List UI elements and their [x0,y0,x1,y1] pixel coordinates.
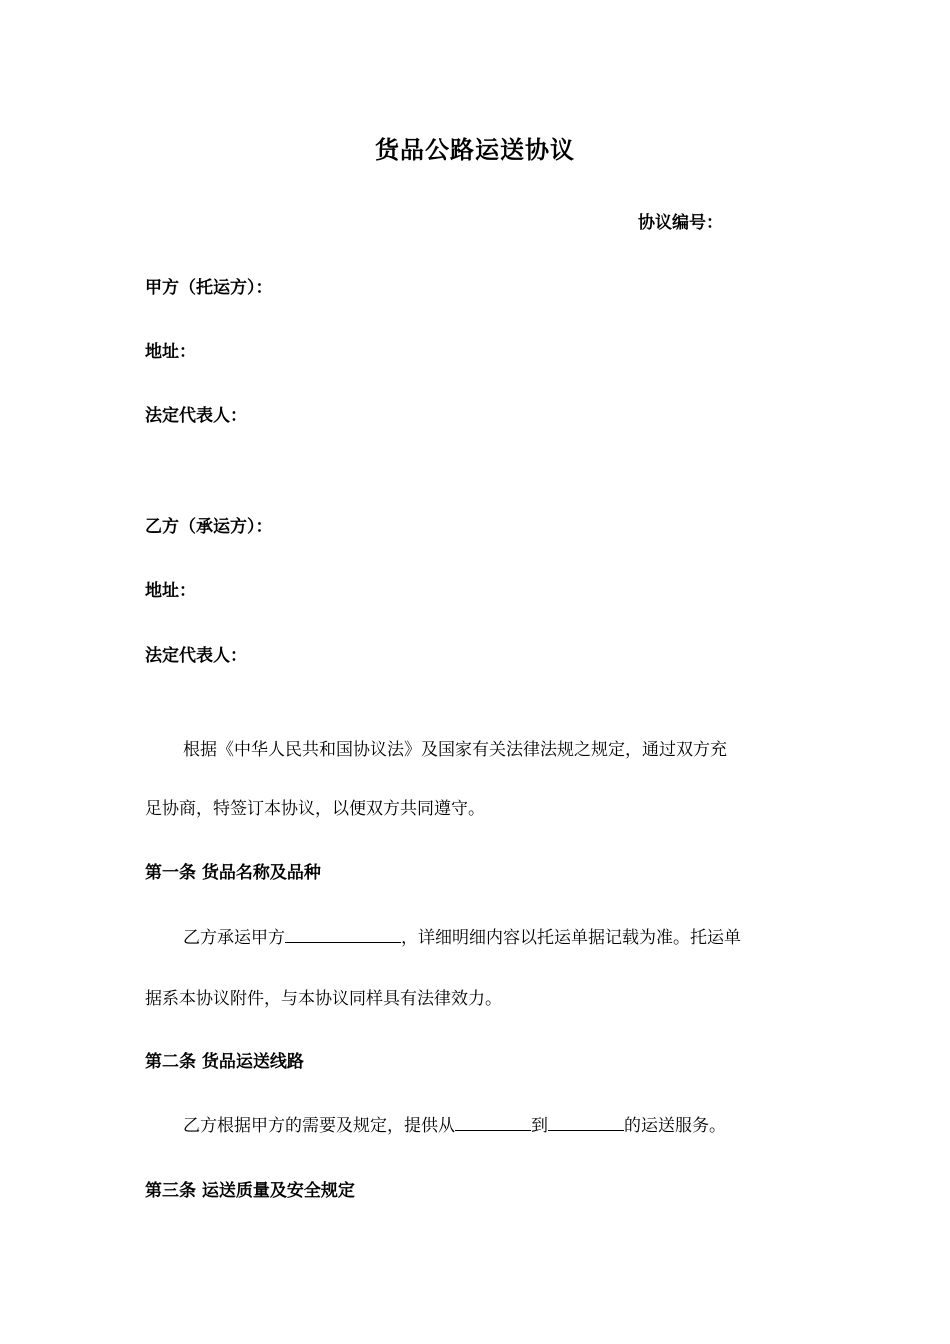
preamble-line-1: 根据《中华人民共和国协议法》及国家有关法律法规之规定，通过双方充 [183,740,727,760]
party-a-representative-label: 法定代表人： [145,406,247,426]
article-2-line-1 [183,1112,726,1140]
party-b-representative-label: 法定代表人： [145,646,247,666]
article-2-text-c: 的运送服务。 [624,1116,726,1136]
origin-blank [455,1112,531,1131]
article-1-text-a: 乙方承运甲方 [183,928,285,948]
contract-number-label: 协议编号： [638,213,723,233]
party-a-address-label: 地址： [145,342,196,362]
preamble-line-2: 足协商，特签订本协议，以便双方共同遵守。 [145,799,485,819]
article-2-heading: 第二条 货品运送线路 [145,1052,304,1072]
article-1-heading: 第一条 货品名称及品种 [145,863,321,883]
article-2-text-a: 乙方根据甲方的需要及规定，提供从 [183,1116,455,1136]
article-3-heading: 第三条 运送质量及安全规定 [145,1181,355,1201]
article-2-text-b: 到 [531,1116,548,1136]
party-b-label: 乙方（承运方）： [145,517,273,537]
article-1-line-1 [183,924,741,952]
party-b-address-label: 地址： [145,581,196,601]
party-a-label: 甲方（托运方）： [145,278,273,298]
goods-name-blank [285,924,401,943]
document-title: 货品公路运送协议 [375,135,575,164]
article-1-text-b: ，详细明细内容以托运单据记载为准。托运单 [401,928,741,948]
destination-blank [548,1112,624,1131]
article-1-line-2: 据系本协议附件，与本协议同样具有法律效力。 [145,989,502,1009]
